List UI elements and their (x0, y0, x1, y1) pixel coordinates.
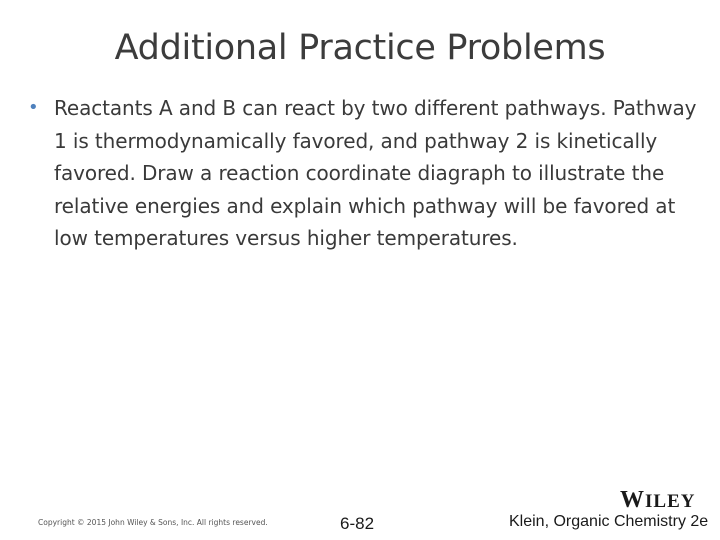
wiley-logo (620, 488, 712, 516)
bullet-marker: • (28, 97, 39, 118)
slide-title: Additional Practice Problems (114, 28, 606, 68)
svg-text:W: W (620, 488, 645, 510)
bullet-item (28, 92, 708, 255)
footer-page-number: 6-82 (340, 514, 375, 533)
slide-content (28, 92, 708, 255)
footer-copyright: Copyright © 2015 John Wiley & Sons, Inc. All rights reserved. (38, 518, 268, 527)
svg-text:ILEY: ILEY (645, 491, 696, 510)
footer-book-title: Klein, Organic Chemistry 2e (509, 513, 709, 530)
bullet-text: Reactants A and B can react by two different pathways. Pathway 1 is thermodynamically favored, and pathway 2 is kinetically favored. Draw a reaction coordinate diagraph to illustrate the relative energies and explain which pathway will be favored at low temperatures versus higher temperatures. (54, 96, 697, 250)
wiley-logo-mark (620, 488, 712, 510)
